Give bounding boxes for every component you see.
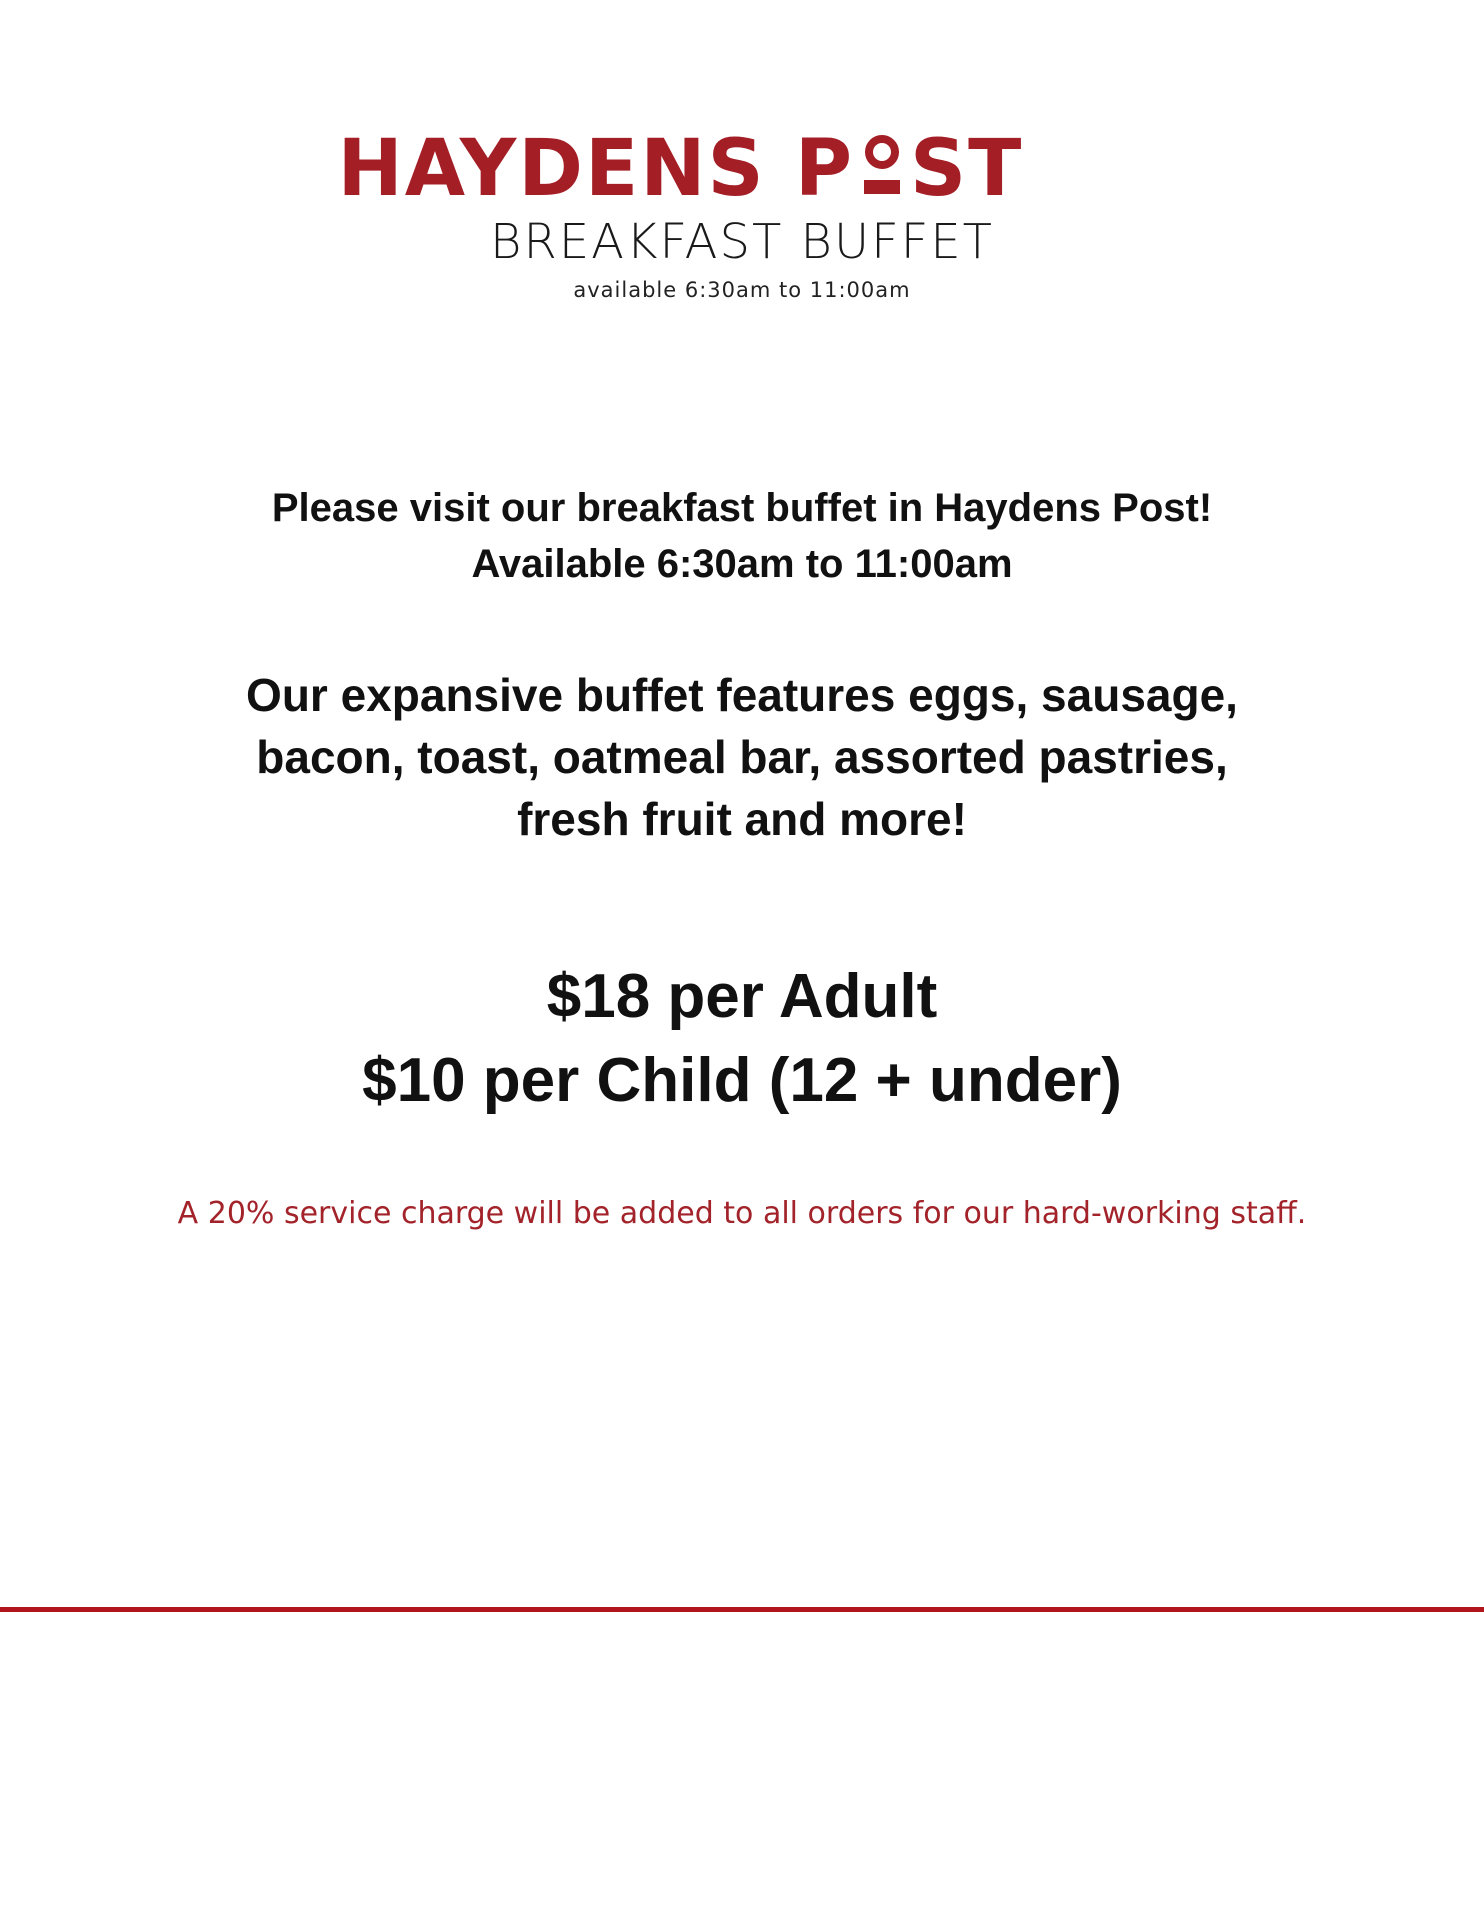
pricing (0, 955, 1484, 1123)
service-charge-note: A 20% service charge will be added to all orders for our hard-working staff. (177, 1196, 1307, 1231)
logo-o-mark (864, 139, 900, 194)
adult-price: $18 per Adult (546, 962, 938, 1031)
features-text (0, 664, 1484, 850)
divider-line (0, 1607, 1484, 1612)
features-line: fresh fruit and more! (517, 793, 967, 845)
intro-line: Available 6:30am to 11:00am (471, 542, 1013, 586)
menu-subtitle: BREAKFAST BUFFET (490, 214, 994, 270)
menu-header (0, 124, 1484, 302)
child-price: $10 per Child (12 + under) (362, 1046, 1122, 1115)
features-line: Our expansive buffet features eggs, sausage, (246, 669, 1238, 721)
features-line: bacon, toast, oatmeal bar, assorted pastries, (256, 731, 1228, 783)
intro-line: Please visit our breakfast buffet in Haydens Post! (271, 486, 1213, 530)
haydens-post-logo (337, 124, 1062, 214)
intro-text (0, 480, 1484, 592)
logo-text-left: HAYDENS P (337, 124, 854, 214)
logo-text-right: ST (910, 124, 1024, 214)
hours-caption: available 6:30am to 11:00am (573, 278, 911, 302)
